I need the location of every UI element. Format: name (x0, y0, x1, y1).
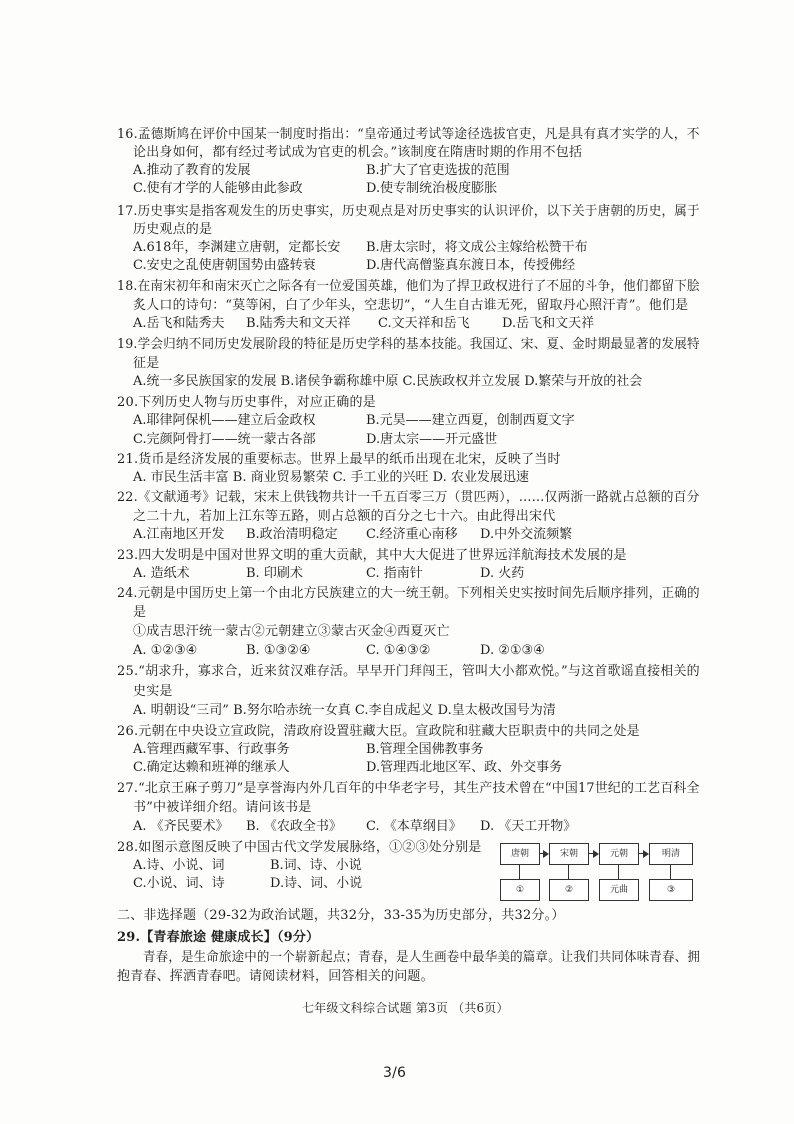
diagram-blank-1: ① (500, 879, 540, 901)
diagram-mingqing-box: 明清 (649, 843, 693, 865)
q28-option-a: A.诗、小说、词 (133, 858, 225, 873)
q27-stem-line2: 书”中被详细介绍。请问该书是 (133, 800, 312, 815)
q22-option-b: B.政治清明稳定 (246, 527, 338, 542)
q29-paragraph-line1: 青春，是生命旅途中的一个崭新起点；青春，是人生画卷中最华美的篇章。让我们共同体味青春、拥 (143, 950, 700, 965)
q17-stem-line1: 17.历史事实是指客观发生的历史事实，历史观点是对历史事实的认识评价，以下关于唐朝的历史，属于 (117, 204, 700, 219)
q16-option-b: B.扩大了官吏选拔的范围 (366, 163, 510, 178)
page-indicator: 3/6 (383, 1065, 407, 1081)
q28-option-c: C.小说、词、诗 (133, 876, 225, 891)
q29-title: 29.【青春旅途 健康成长】（9分） (117, 930, 320, 945)
q18-option-a: A.岳飞和陆秀夫 (133, 316, 225, 331)
diagram-blank-2: ② (549, 879, 589, 901)
q19-stem-line2: 征是 (133, 356, 160, 371)
q22-stem-line1: 22.《文献通考》记载，宋末上供钱物共计一千五百零三万（贯匹两），……仅两浙一路就占总额的百分 (117, 490, 700, 505)
q16-option-d: D.使专制统治极度膨胀 (366, 181, 498, 196)
q22-stem-line2: 之二十九，若加上江东等五路，则占总额的百分之七十六。由此得出宋代 (133, 509, 556, 524)
q29-paragraph-line2: 抱青春、挥洒青春吧。请阅读材料，回答相关的问题。 (117, 969, 434, 984)
q17-option-b: B.唐太宗时，将文成公主嫁给松赞干布 (366, 240, 588, 255)
diagram-tang-box: 唐朝 (500, 843, 540, 865)
q17-stem-line2: 历史观点的是 (133, 222, 213, 237)
q19-options: A.统一多民族国家的发展 B.诸侯争霸称雄中原 C.民族政权并立发展 D.繁荣与开放的社会 (133, 374, 643, 389)
q23-option-d: D. 火药 (480, 566, 525, 581)
q18-stem-line2: 炙人口的诗句：“莫等闲，白了少年头，空悲切”，“人生自古谁无死，留取丹心照汗青”。他们是 (133, 298, 689, 313)
q17-option-d: D.唐代高僧鉴真东渡日本，传授佛经 (366, 258, 576, 273)
diagram-yuan-box: 元朝 (599, 843, 639, 865)
q24-option-b: B. ①③②④ (246, 643, 311, 658)
q23-stem: 23.四大发明是中国对世界文明的重大贡献，其中大大促进了世界远洋航海技术发展的是 (117, 548, 627, 563)
diagram-song-box: 宋朝 (549, 843, 589, 865)
q20-option-c: C.完颜阿骨打——统一蒙古各部 (133, 432, 316, 447)
q27-stem-line1: 27.“北京王麻子剪刀”是享誉海内外几百年的中华老字号，其生产技术曾在“中国17世纪的工艺百科全 (117, 781, 700, 796)
q18-option-c: C.文天祥和岳飞 (378, 316, 470, 331)
diagram-arrow (593, 850, 599, 858)
q27-option-b: B. 《农政全书》 (246, 819, 342, 834)
q18-option-d: D.岳飞和文天祥 (502, 316, 595, 331)
q24-option-d: D. ②①③④ (480, 643, 545, 658)
q24-stem-line1: 24.元朝是中国历史上第一个由北方民族建立的大一统王朝。下列相关史实按时间先后顺序排列，正确的 (117, 586, 700, 601)
q27-option-a: A. 《齐民要术》 (133, 819, 229, 834)
diagram-connector (618, 864, 619, 879)
q22-option-c: C.经济重心南移 (366, 527, 458, 542)
q20-option-b: B.元昊——建立西夏，创制西夏文字 (366, 413, 575, 428)
q20-stem: 20.下列历史人物与历史事件，对应正确的是 (117, 395, 376, 410)
q24-option-c: C. ①④③② (366, 643, 431, 658)
q27-option-c: C. 《本草纲目》 (366, 819, 462, 834)
q21-options: A. 市民生活丰富 B. 商业贸易繁荣 C. 手工业的兴旺 D. 农业发展迅速 (133, 470, 529, 485)
q23-option-c: C. 指南针 (366, 566, 423, 581)
q16-option-a: A.推动了教育的发展 (133, 163, 251, 178)
q24-stem-line2: 是 (133, 605, 147, 620)
diagram-yuanqu-box: 元曲 (599, 879, 639, 901)
q16-stem-line1: 16.孟德斯鸠在评价中国某一制度时指出：“皇帝通过考试等途径选拔官吏，凡是具有真才实学的人，不 (117, 127, 700, 142)
q25-options: A. 明朝设“三司” B.努尔哈赤统一女真 C.李自成起义 D.皇太极改国号为清 (133, 703, 556, 718)
diagram-arrow (643, 850, 649, 858)
q26-option-a: A.管理西藏军事、行政事务 (133, 742, 290, 757)
q25-stem-line2: 史实是 (133, 684, 173, 699)
q23-option-b: B. 印刷术 (246, 566, 303, 581)
q26-option-b: B.管理全国佛教事务 (366, 742, 484, 757)
q26-option-d: D.管理西北地区军、政、外交事务 (366, 760, 563, 775)
q24-stem-line3: ①成吉思汗统一蒙古②元朝建立③蒙古灭金④西夏灭亡 (133, 624, 450, 639)
page-footer: 七年级文科综合试题 第3页 （共6页） (302, 1001, 509, 1015)
diagram-connector (519, 864, 520, 879)
diagram-connector (568, 864, 569, 879)
q26-option-c: C.确定达赖和班禅的继承人 (133, 760, 290, 775)
diagram-connector (670, 864, 671, 879)
q24-option-a: A. ①②③④ (133, 643, 198, 658)
q19-stem-line1: 19.学会归纳不同历史发展阶段的特征是历史学科的基本技能。我国辽、宋、夏、金时期最显著的发展特 (117, 337, 700, 352)
q28-option-d: D.诗、词、小说 (270, 876, 363, 891)
q18-option-b: B.陆秀夫和文天祥 (246, 316, 351, 331)
q28-option-b: B.词、诗、小说 (270, 858, 362, 873)
q18-stem-line1: 18.在南宋初年和南宋灭亡之际各有一位爱国英雄，他们为了捍卫政权进行了不屈的斗争，他们都留下脍 (117, 279, 700, 294)
q22-option-d: D.中外交流频繁 (480, 527, 573, 542)
q20-option-d: D.唐太宗——开元盛世 (366, 432, 498, 447)
q25-stem-line1: 25.“胡求升，寡求合，近来贫汉难存活。早早开门拜闯王，管叫大小都欢悦。”与这首歌谣直接相关的 (117, 664, 700, 679)
q20-option-a: A.耶律阿保机——建立后金政权 (133, 413, 316, 428)
q26-stem: 26.元朝在中央设立宣政院，清政府设置驻藏大臣。宣政院和驻藏大臣职责中的共同之处是 (117, 724, 640, 739)
diagram-blank-3: ③ (649, 879, 693, 901)
q23-option-a: A. 造纸术 (133, 566, 190, 581)
q16-stem-line2: 论出身如何，都有经过考试成为官吏的机会。”该制度在隋唐时期的作用不包括 (133, 145, 583, 160)
q16-option-c: C.使有才学的人能够由此参政 (133, 181, 303, 196)
q17-option-c: C.安史之乱使唐朝国势由盛转衰 (133, 258, 316, 273)
q22-option-a: A.江南地区开发 (133, 527, 225, 542)
section2-header: 二、非选择题（29-32为政治试题，共32分，33-35为历史部分，共32分。） (117, 908, 565, 923)
q17-option-a: A.618年，李渊建立唐朝，定都长安 (133, 240, 341, 255)
q27-option-d: D. 《天工开物》 (480, 819, 577, 834)
q28-stem: 28.如图示意图反映了中国古代文学发展脉络，①②③处分别是 (117, 840, 482, 855)
diagram-arrow (543, 850, 549, 858)
q21-stem: 21.货币是经济发展的重要标志。世界上最早的纸币出现在北宋，反映了当时 (117, 452, 561, 467)
